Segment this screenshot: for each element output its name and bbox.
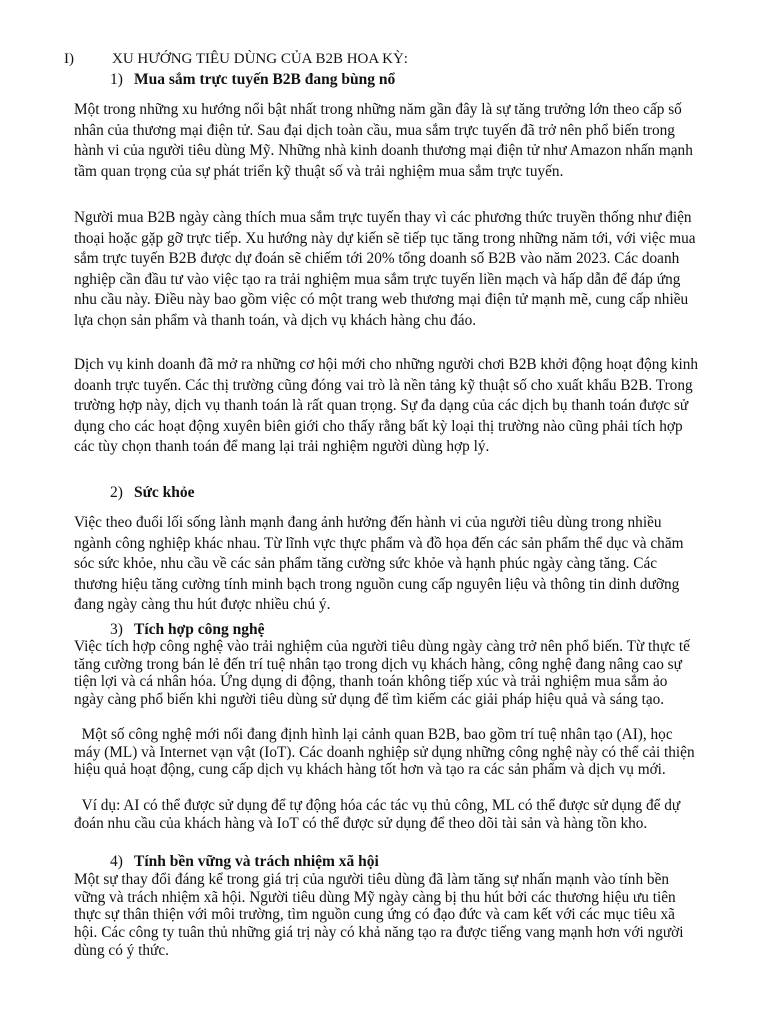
- paragraph: Người mua B2B ngày càng thích mua sắm trực tuyến thay vì các phương thức truyền thống như điện thoại hoặc gặp gỡ trực tiếp. Xu hướng này dự kiến sẽ tiếp tục tăng trong những năm tới, với việc mua sắm trực tuyến B2B được dự đoán sẽ chiếm tới 20% tổng doanh số B2B vào năm 2023. Các doanh nghiệp cần đầu tư vào việc tạo ra trải nghiệm mua sắm trực tuyến liền mạch và hấp dẫn để đáp ứng nhu cầu này. Điều này bao gồm việc có một trang web thương mại điện tử mạnh mẽ, cung cấp nhiều lựa chọn sản phẩm và thanh toán, và dịch vụ khách hàng chu đáo.: [74, 209, 696, 329]
- paragraph: Dịch vụ kinh doanh đã mở ra những cơ hội mới cho những người chơi B2B khởi động hoạt động kinh doanh trực tuyến. Các thị trường cũng đóng vai trò là nền tảng kỹ thuật số cho xuất khẩu B2B. Trong trường hợp này, dịch vụ thanh toán là rất quan trọng. Sự đa dạng của các dịch bụ thanh toán được sử dụng cho các hoạt động xuyên biên giới cho thấy rằng bất kỳ loại thị trường nào cũng phải tích hợp các tùy chọn thanh toán để mang lại trải nghiệm người dùng hợp lý.: [74, 356, 699, 455]
- subsection-number: 4): [110, 853, 123, 870]
- subsection-number: 1): [110, 71, 123, 88]
- subsection-title: Mua sắm trực tuyến B2B đang bùng nổ: [134, 71, 396, 88]
- subsection-number: 3): [110, 621, 123, 638]
- paragraph: Một số công nghệ mới nổi đang định hình lại cảnh quan B2B, bao gồm trí tuệ nhân tạo (AI), học máy (ML) và Internet vạn vật (IoT). Các doanh nghiệp sử dụng những công nghệ này có thể cải thiện hiệu quả hoạt động, cung cấp dịch vụ khách hàng tốt hơn và tạo ra các sản phẩm và dịch vụ mới.: [74, 726, 699, 779]
- paragraph: Một trong những xu hướng nổi bật nhất trong những năm gần đây là sự tăng trưởng lớn theo cấp số nhân của thương mại điện tử. Sau đại dịch toàn cầu, mua sắm trực tuyến đã trở nên phổ biến trong hành vi của người tiêu dùng Mỹ. Những nhà kinh doanh thương mại điện tử như Amazon nhấn mạnh tầm quan trọng của sự phát triển kỹ thuật số và trải nghiệm mua sắm trực tuyến.: [74, 101, 693, 180]
- paragraph: Một sự thay đổi đáng kể trong giá trị của người tiêu dùng đã làm tăng sự nhấn mạnh vào tính bền vững và trách nhiệm xã hội. Người tiêu dùng Mỹ ngày càng bị thu hút bởi các thương hiệu ưu tiên thực sự thân thiện với môi trường, tìm nguồn cung ứng có đạo đức và cam kết với các mục tiêu xã hội. Các công ty tuân thủ những giá trị này có khả năng tạo ra được tiếng vang mạnh hơn với người dùng có ý thức.: [74, 871, 684, 959]
- paragraph: Việc theo đuổi lối sống lành mạnh đang ảnh hưởng đến hành vi của người tiêu dùng trong nhiều ngành công nghiệp khác nhau. Từ lĩnh vực thực phẩm và đồ họa đến các sản phẩm thể dục và chăm sóc sức khỏe, nhu cầu về các sản phẩm tăng cường sức khỏe và hạnh phúc ngày càng tăng. Các thương hiệu tăng cường tính minh bạch trong nguồn cung cấp nguyên liệu và thông tin dinh dưỡng đang ngày càng thu hút được nhiều chú ý.: [74, 514, 684, 613]
- section-title: XU HƯỚNG TIÊU DÙNG CỦA B2B HOA KỲ:: [112, 51, 408, 67]
- subsection-number: 2): [110, 484, 123, 501]
- subsection-title: Sức khỏe: [134, 484, 195, 501]
- subsection-heading-2: [110, 483, 195, 502]
- paragraph: Việc tích hợp công nghệ vào trải nghiệm của người tiêu dùng ngày càng trở nên phổ biến. Từ thực tế tăng cường trong bán lẻ đến trí tuệ nhân tạo trong dịch vụ khách hàng, công nghệ đang nâng cao sự tiện lợi và cá nhân hóa. Ứng dụng di động, thanh toán không tiếp xúc và trải nghiệm mua sắm ảo ngày càng phổ biến khi người tiêu dùng sử dụng để tìm kiếm các giải pháp hiệu quả và sáng tạo.: [74, 638, 690, 709]
- section-number: I): [64, 51, 74, 67]
- paragraph: Ví dụ: AI có thể được sử dụng để tự động hóa các tác vụ thủ công, ML có thể được sử dụng để dự đoán nhu cầu của khách hàng và IoT có thể được sử dụng để theo dõi tài sản và hàng tồn kho.: [74, 797, 684, 832]
- subsection-heading-3: [110, 620, 264, 639]
- subsection-heading-1: [110, 70, 395, 89]
- section-heading: [64, 50, 408, 69]
- subsection-title: Tích hợp công nghệ: [134, 621, 265, 638]
- subsection-title: Tính bền vững và trách nhiệm xã hội: [134, 853, 379, 870]
- subsection-heading-4: [110, 852, 379, 871]
